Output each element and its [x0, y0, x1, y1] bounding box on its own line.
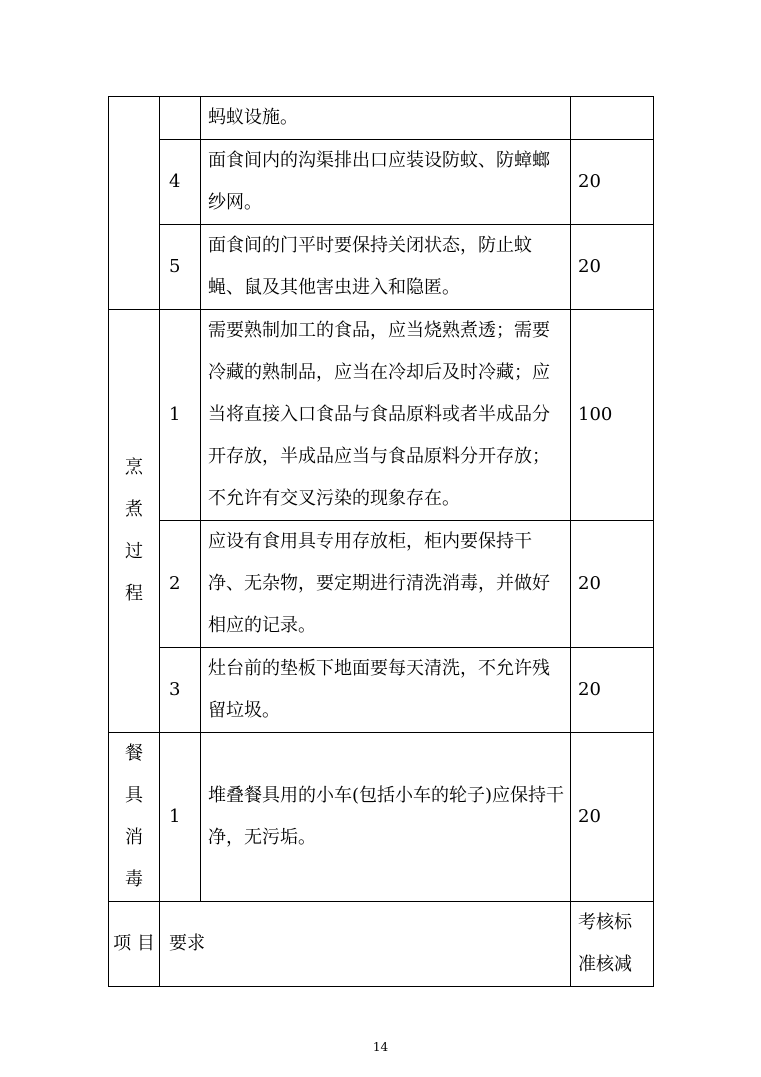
score-value	[571, 97, 654, 140]
item-number	[160, 97, 201, 140]
requirement-text: 灶台前的垫板下地面要每天清洗，不允许残留垃圾。	[201, 648, 571, 733]
requirement-text: 面食间的门平时要保持关闭状态，防止蚊蝇、鼠及其他害虫进入和隐匿。	[201, 225, 571, 310]
category-char: 煮	[125, 499, 143, 520]
category-cell-empty	[109, 97, 160, 310]
item-number: 4	[160, 140, 201, 225]
category-char: 消	[125, 827, 143, 848]
score-value: 20	[571, 225, 654, 310]
header-item-char: 目	[136, 933, 155, 954]
score-value: 100	[571, 310, 654, 521]
category-char: 过	[125, 541, 143, 562]
table-row	[109, 648, 654, 733]
category-tableware-disinfection	[109, 733, 160, 902]
table-header-row	[109, 902, 654, 987]
item-number: 5	[160, 225, 201, 310]
category-char: 烹	[125, 457, 143, 478]
category-char: 程	[125, 583, 143, 604]
score-value: 20	[571, 648, 654, 733]
score-value: 20	[571, 733, 654, 902]
requirement-text: 应设有食用具专用存放柜，柜内要保持干净、无杂物，要定期进行清洗消毒，并做好相应的记录。	[201, 521, 571, 648]
header-item-char: 项	[113, 933, 132, 954]
requirement-text: 面食间内的沟渠排出口应装设防蚊、防蟑螂纱网。	[201, 140, 571, 225]
table-row	[109, 310, 654, 521]
header-item	[109, 902, 160, 987]
header-requirement: 要求	[160, 902, 571, 987]
score-value: 20	[571, 521, 654, 648]
inspection-table	[108, 96, 654, 987]
requirement-text: 需要熟制加工的食品，应当烧熟煮透；需要冷藏的熟制品，应当在冷却后及时冷藏；应当将直接入口食品与食品原料或者半成品分开存放，半成品应当与食品原料分开存放；不允许有交叉污染的现象存在。	[201, 310, 571, 521]
header-score-line: 准核减	[578, 954, 632, 975]
header-score-line: 考核标	[578, 912, 632, 933]
category-char: 毒	[125, 869, 143, 890]
category-char: 具	[125, 785, 143, 806]
item-number: 1	[160, 310, 201, 521]
category-char: 餐	[125, 743, 143, 764]
requirement-text: 蚂蚁设施。	[201, 97, 571, 140]
table-row	[109, 97, 654, 140]
item-number: 2	[160, 521, 201, 648]
table-row	[109, 521, 654, 648]
score-value: 20	[571, 140, 654, 225]
category-cooking-process	[109, 310, 160, 733]
header-score	[571, 902, 654, 987]
table-row	[109, 733, 654, 902]
page-number: 14	[372, 1040, 389, 1054]
table-row	[109, 225, 654, 310]
requirement-text: 堆叠餐具用的小车(包括小车的轮子)应保持干净，无污垢。	[201, 733, 571, 902]
item-number: 3	[160, 648, 201, 733]
item-number: 1	[160, 733, 201, 902]
table-row	[109, 140, 654, 225]
